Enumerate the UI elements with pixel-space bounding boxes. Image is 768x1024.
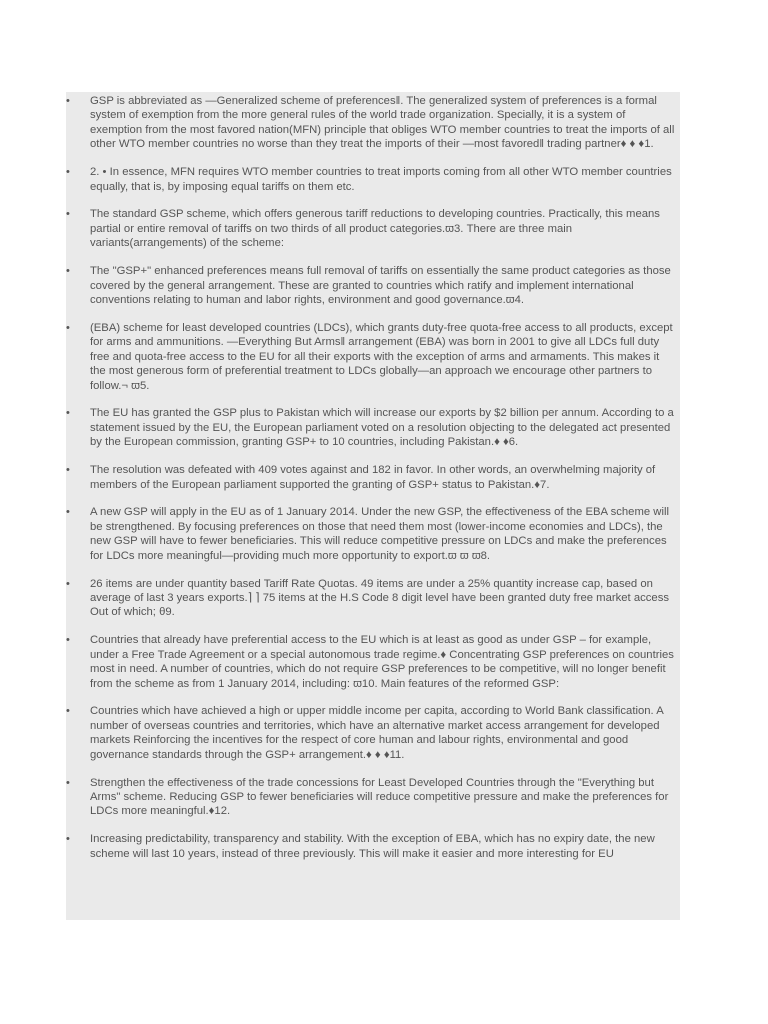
list-item (66, 321, 680, 393)
list-item (66, 406, 680, 449)
list-item (66, 577, 680, 620)
document-page (66, 92, 680, 920)
paragraph-text: Increasing predictability, transparency and stability. With the exception of EBA, which has no expiry date, the new scheme will last 10 years, instead of three previously. This will make it easier and more interesting for EU (90, 833, 655, 860)
paragraph-text: A new GSP will apply in the EU as of 1 January 2014. Under the new GSP, the effectiveness of the EBA scheme will be strengthened. By focusing preferences on those that need them most (lower-income economies and LDCs), the new GSP will have to fewer beneficiaries. This will reduce competitive pressure on LDCs and make the preferences for LDCs more meaningful—providing much more opportunity to export.ϖ ϖ ϖ8. (90, 506, 669, 562)
paragraph-text: The resolution was defeated with 409 votes against and 182 in favor. In other words, an overwhelming majority of members of the European parliament supported the granting of GSP+ status to Pakistan.♦7. (90, 464, 656, 491)
paragraph-text: (EBA) scheme for least developed countries (LDCs), which grants duty-free quota-free access to all products, except for arms and ammunitions. ―Everything But Arms‖ arrangement (EBA) was born in 2001 to give all LDCs full duty free and quota-free access to the EU for all their exports with the exception of arms and armaments. This makes it the most generous form of preferential treatment to LDCs globally—an approach we encourage other partners to follow.¬ ϖ5. (90, 321, 673, 392)
paragraph-text: Countries that already have preferential access to the EU which is at least as good as under GSP – for example, under a Free Trade Agreement or a special autonomous trade regime.♦ Concentrating GSP preferences on countries most in need. A number of countries, which do not require GSP preferences to be competitive, will no longer benefit from the scheme as from 1 January 2014, including: ϖ10. Main features of the reformed GSP: (90, 634, 674, 690)
bullet-list (66, 94, 680, 861)
bullet-marker: • (66, 166, 70, 179)
bullet-marker: • (66, 321, 70, 334)
list-item (66, 165, 680, 194)
paragraph-text: The "GSP+" enhanced preferences means full removal of tariffs on essentially the same product categories as those covered by the general arrangement. These are granted to countries which ratify and implement international conventions relating to human and labor rights, environment and good governance.ϖ4. (90, 265, 671, 306)
bullet-marker: • (66, 265, 70, 278)
paragraph-text: 2. • In essence, MFN requires WTO member countries to treat imports coming from all other WTO member countries equally, that is, by imposing equal tariffs on them etc. (90, 166, 672, 193)
list-item (66, 264, 680, 307)
paragraph-text: Strengthen the effectiveness of the trade concessions for Least Developed Countries through the "Everything but Arms" scheme. Reducing GSP to fewer beneficiaries will reduce competitive pressure and make the preferences for LDCs more meaningful.♦12. (90, 776, 669, 818)
paragraph-text: Countries which have achieved a high or upper middle income per capita, according to World Bank classification. A number of overseas countries and territories, which have an alternative market access arrangement for developed markets Reinforcing the incentives for the respect of core human and labour rights, environmental and good governance standards through the GSP+ arrangement.♦ ♦ ♦11. (90, 705, 664, 761)
paragraph-text: GSP is abbreviated as ―Generalized scheme of preferences‖. The generalized system of preferences is a formal system of exemption from the more general rules of the world trade organization. Specially, it is a system of exemption from the most favored nation(MFN) principle that obliges WTO member countries to treat the imports of all other WTO member countries no worse than they treat the imports of their ―most favored‖ trading partner♦ ♦ ♦1. (90, 95, 675, 151)
list-item (66, 94, 680, 152)
list-item (66, 463, 680, 492)
list-item (66, 776, 680, 819)
bullet-marker: • (66, 407, 70, 420)
list-item (66, 832, 680, 861)
bullet-marker: • (66, 705, 70, 718)
bullet-marker: • (66, 506, 70, 519)
paragraph-text: 26 items are under quantity based Tariff Rate Quotas. 49 items are under a 25% quantity increase cap, based on average of last 3 years exports.⌉ ⌉ 75 items at the H.S Code 8 digit level have been granted duty free market access Out of which; θ9. (90, 577, 669, 619)
paragraph-text: The standard GSP scheme, which offers generous tariff reductions to developing countries. Practically, this means partial or entire removal of tariffs on two thirds of all product categories.ϖ3. There are three main variants(arrangements) of the scheme: (90, 208, 660, 250)
bullet-marker: • (66, 776, 70, 789)
list-item (66, 505, 680, 563)
list-item (66, 207, 680, 250)
list-item (66, 633, 680, 691)
list-item (66, 704, 680, 762)
bullet-marker: • (66, 577, 70, 590)
bullet-marker: • (66, 95, 70, 107)
bullet-marker: • (66, 208, 70, 221)
paragraph-text: The EU has granted the GSP plus to Pakistan which will increase our exports by $2 billion per annum. According to a statement issued by the EU, the European parliament voted on a resolution objecting to the delegated act presented by the European commission, granting GSP+ to 10 countries, including Pakistan.♦ ♦6. (90, 407, 674, 449)
bullet-marker: • (66, 833, 70, 846)
bullet-marker: • (66, 634, 70, 647)
bullet-marker: • (66, 464, 70, 477)
